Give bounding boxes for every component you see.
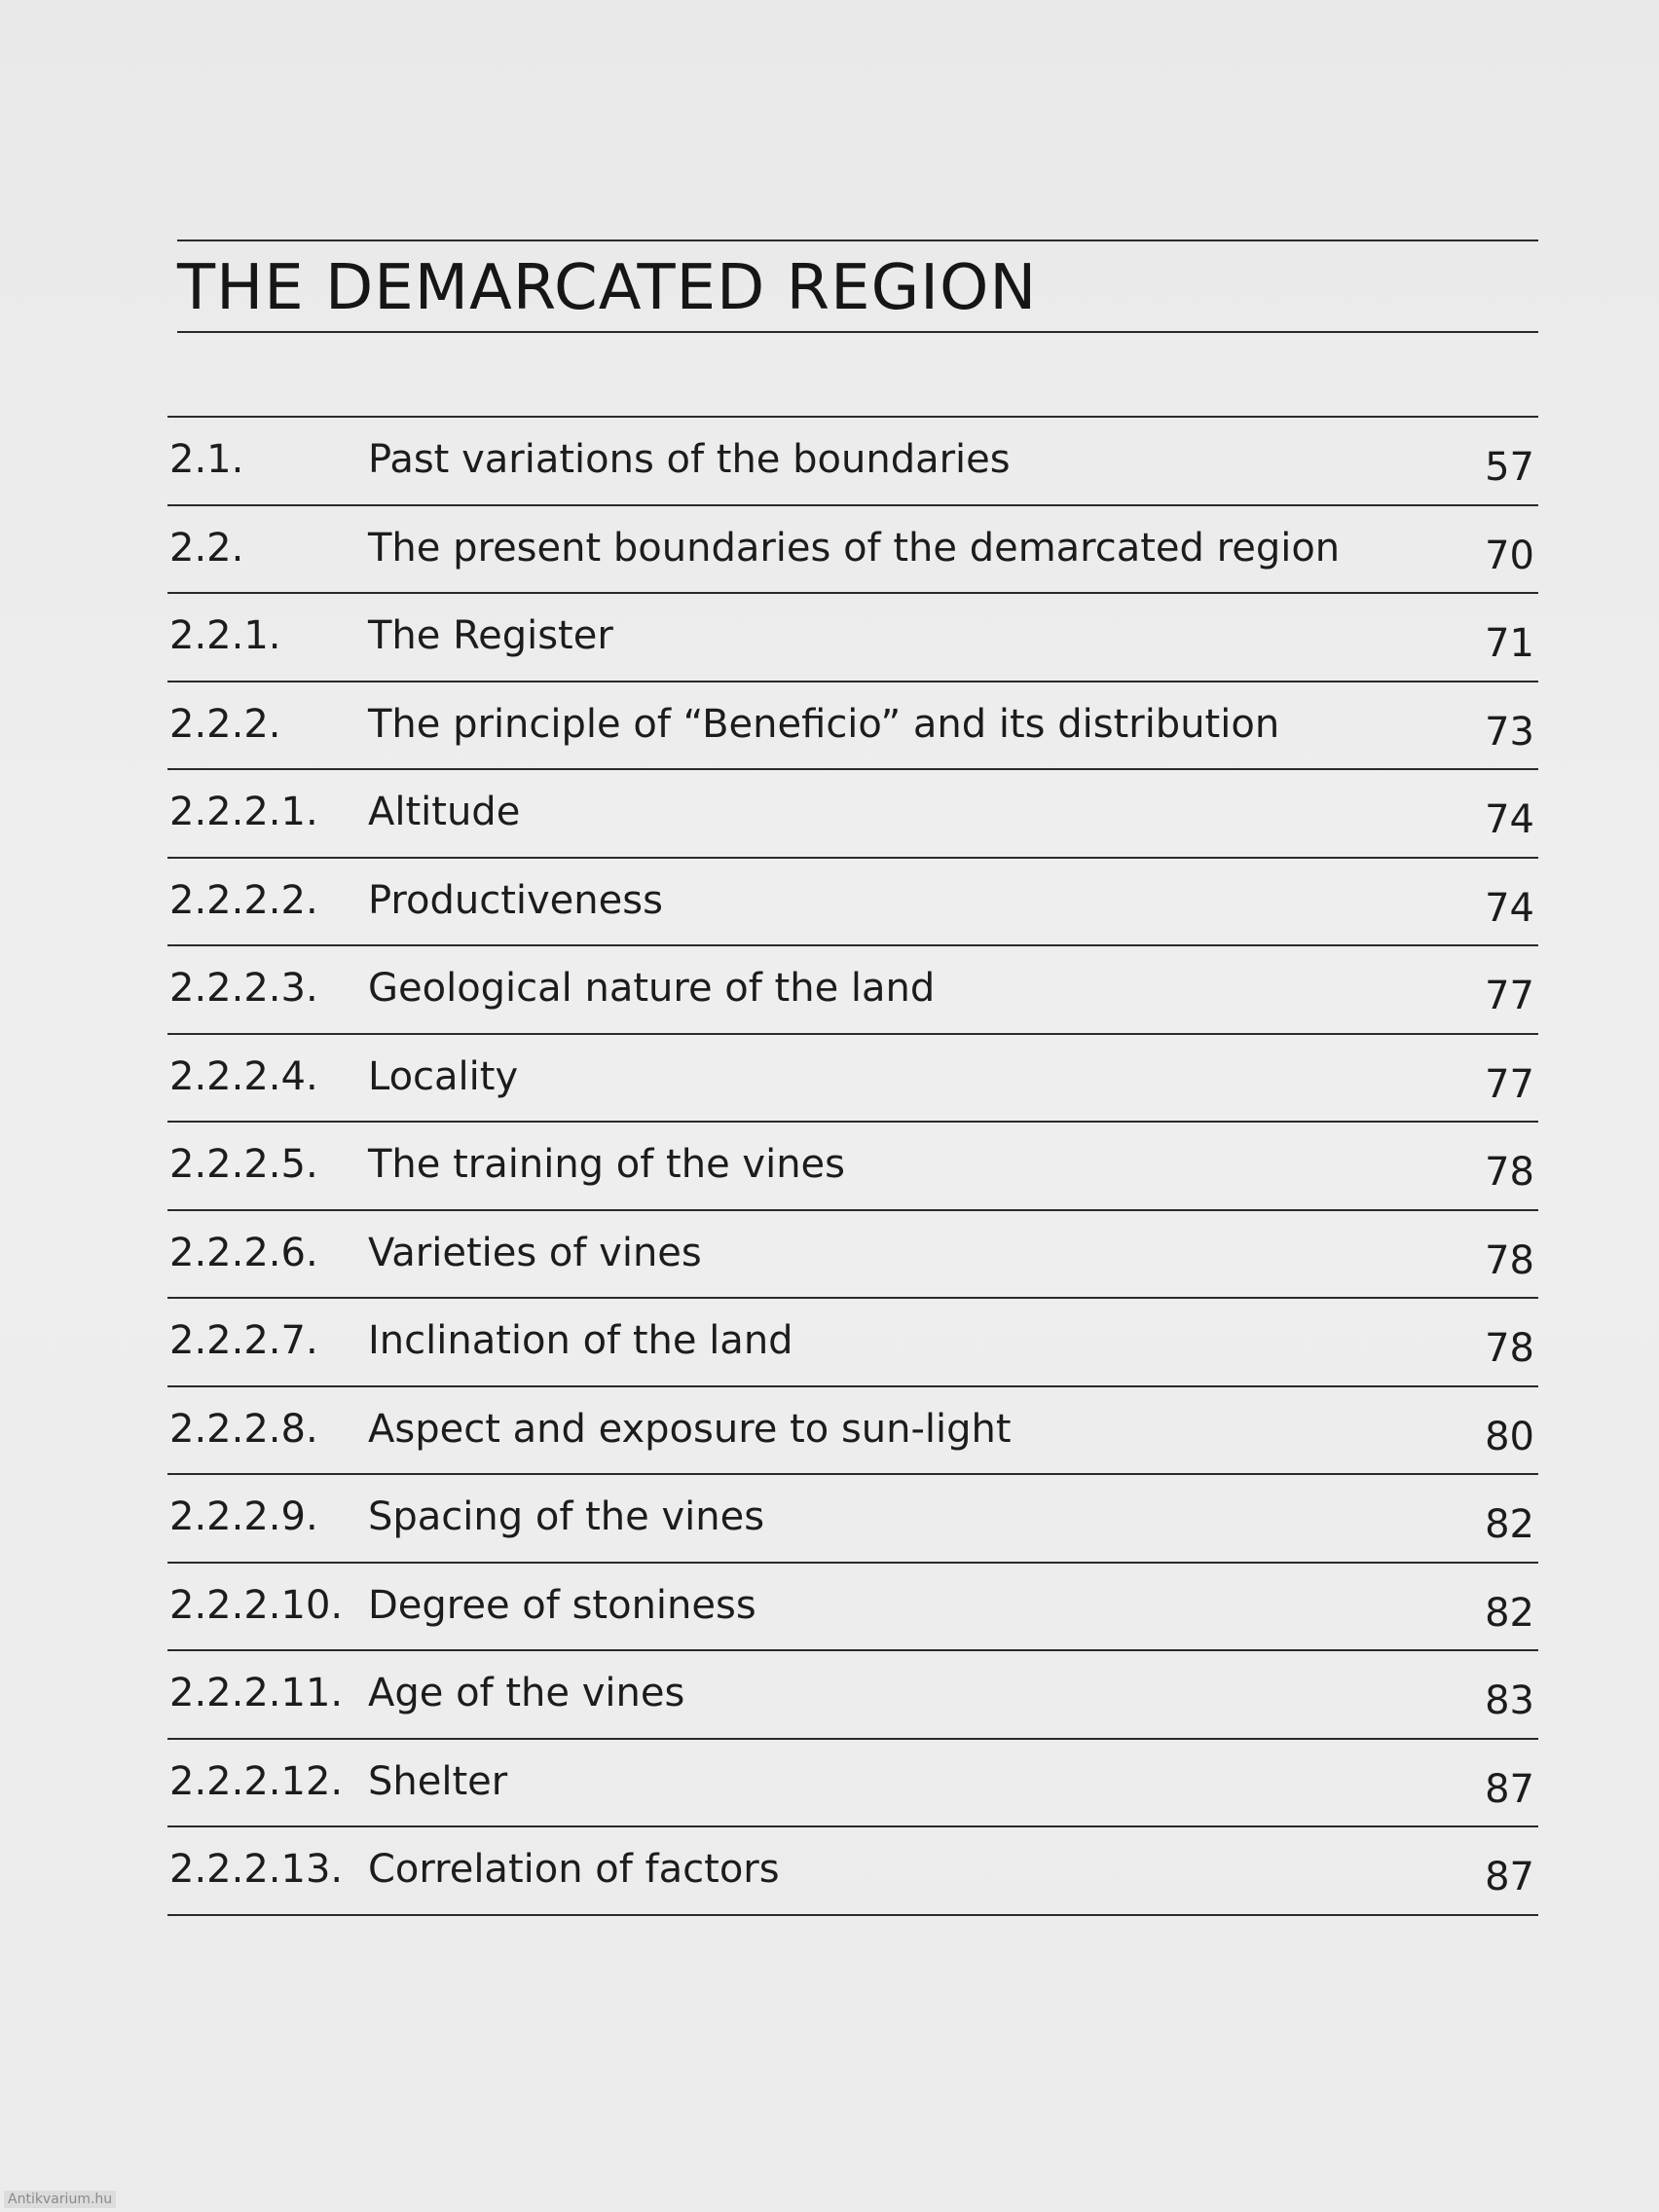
toc-section-number: 2.2.2.3.: [169, 966, 318, 1011]
toc-row: [167, 1387, 1538, 1476]
toc-row: [167, 859, 1538, 947]
toc-row: [167, 1123, 1538, 1211]
toc-section-title: Past variations of the boundaries: [368, 437, 1011, 482]
table-of-contents: [167, 416, 1538, 1916]
toc-section-number: 2.2.2.1.: [169, 790, 318, 834]
toc-page-number: 83: [1485, 1678, 1534, 1723]
toc-section-title: The present boundaries of the demarcated region: [368, 525, 1341, 571]
toc-page-number: 77: [1485, 1061, 1534, 1107]
toc-page-number: 82: [1485, 1590, 1534, 1636]
chapter-heading: THE DEMARCATED REGION: [177, 252, 1038, 324]
toc-page-number: 78: [1485, 1237, 1534, 1283]
toc-section-title: Productiveness: [368, 877, 663, 923]
watermark: Antikvarium.hu: [4, 2191, 116, 2208]
toc-section-title: Age of the vines: [368, 1671, 685, 1715]
toc-section-number: 2.2.2.11.: [169, 1671, 344, 1715]
toc-section-number: 2.2.2.13.: [169, 1847, 344, 1892]
toc-page-number: 71: [1485, 621, 1534, 666]
toc-page-number: 70: [1485, 533, 1534, 578]
toc-row: [167, 946, 1538, 1035]
toc-page-number: 77: [1485, 974, 1534, 1018]
toc-section-number: 2.2.1.: [169, 613, 281, 658]
toc-row: [167, 770, 1538, 859]
toc-page-number: 87: [1485, 1855, 1534, 1899]
toc-section-title: The principle of “Beneficio” and its distribution: [368, 701, 1280, 747]
toc-section-title: Varieties of vines: [368, 1230, 702, 1275]
toc-row: [167, 1035, 1538, 1124]
toc-section-number: 2.2.2.: [169, 701, 281, 747]
toc-section-title: Degree of stoniness: [368, 1582, 756, 1628]
toc-row: [167, 682, 1538, 771]
toc-section-number: 2.1.: [169, 437, 244, 482]
toc-section-title: Shelter: [368, 1758, 508, 1804]
toc-section-title: The Register: [368, 613, 613, 658]
toc-page-number: 74: [1485, 797, 1534, 842]
toc-section-title: Spacing of the vines: [368, 1494, 765, 1539]
toc-row: [167, 1827, 1538, 1916]
toc-section-number: 2.2.2.6.: [169, 1230, 318, 1275]
toc-row: [167, 1299, 1538, 1387]
toc-section-number: 2.2.2.5.: [169, 1142, 318, 1187]
toc-page-number: 78: [1485, 1326, 1534, 1371]
toc-row: [167, 1475, 1538, 1564]
toc-page-number: 74: [1485, 885, 1534, 931]
toc-section-title: Locality: [368, 1053, 519, 1099]
toc-section-title: The training of the vines: [368, 1142, 845, 1187]
toc-page-number: 57: [1485, 445, 1534, 490]
toc-row: [167, 1564, 1538, 1652]
toc-section-title: Aspect and exposure to sun-light: [368, 1406, 1012, 1452]
toc-section-number: 2.2.2.10.: [169, 1582, 344, 1628]
toc-section-number: 2.2.: [169, 525, 244, 571]
toc-section-number: 2.2.2.7.: [169, 1318, 318, 1363]
toc-page-number: 87: [1485, 1766, 1534, 1812]
toc-section-number: 2.2.2.4.: [169, 1053, 318, 1099]
toc-page-number: 78: [1485, 1150, 1534, 1195]
toc-section-number: 2.2.2.9.: [169, 1494, 318, 1539]
toc-row: [167, 1740, 1538, 1828]
toc-section-title: Geological nature of the land: [368, 966, 936, 1011]
toc-row: [167, 506, 1538, 595]
toc-section-number: 2.2.2.8.: [169, 1406, 318, 1452]
heading-block: [177, 240, 1538, 333]
toc-section-title: Correlation of factors: [368, 1847, 780, 1892]
toc-row: [167, 418, 1538, 506]
toc-row: [167, 1211, 1538, 1300]
toc-section-number: 2.2.2.2.: [169, 877, 318, 923]
toc-row: [167, 1651, 1538, 1740]
toc-row: [167, 594, 1538, 682]
toc-section-title: Altitude: [368, 790, 521, 834]
toc-section-title: Inclination of the land: [368, 1318, 793, 1363]
toc-page-number: 73: [1485, 709, 1534, 755]
toc-page-number: 80: [1485, 1414, 1534, 1459]
toc-section-number: 2.2.2.12.: [169, 1758, 344, 1804]
toc-page-number: 82: [1485, 1502, 1534, 1547]
